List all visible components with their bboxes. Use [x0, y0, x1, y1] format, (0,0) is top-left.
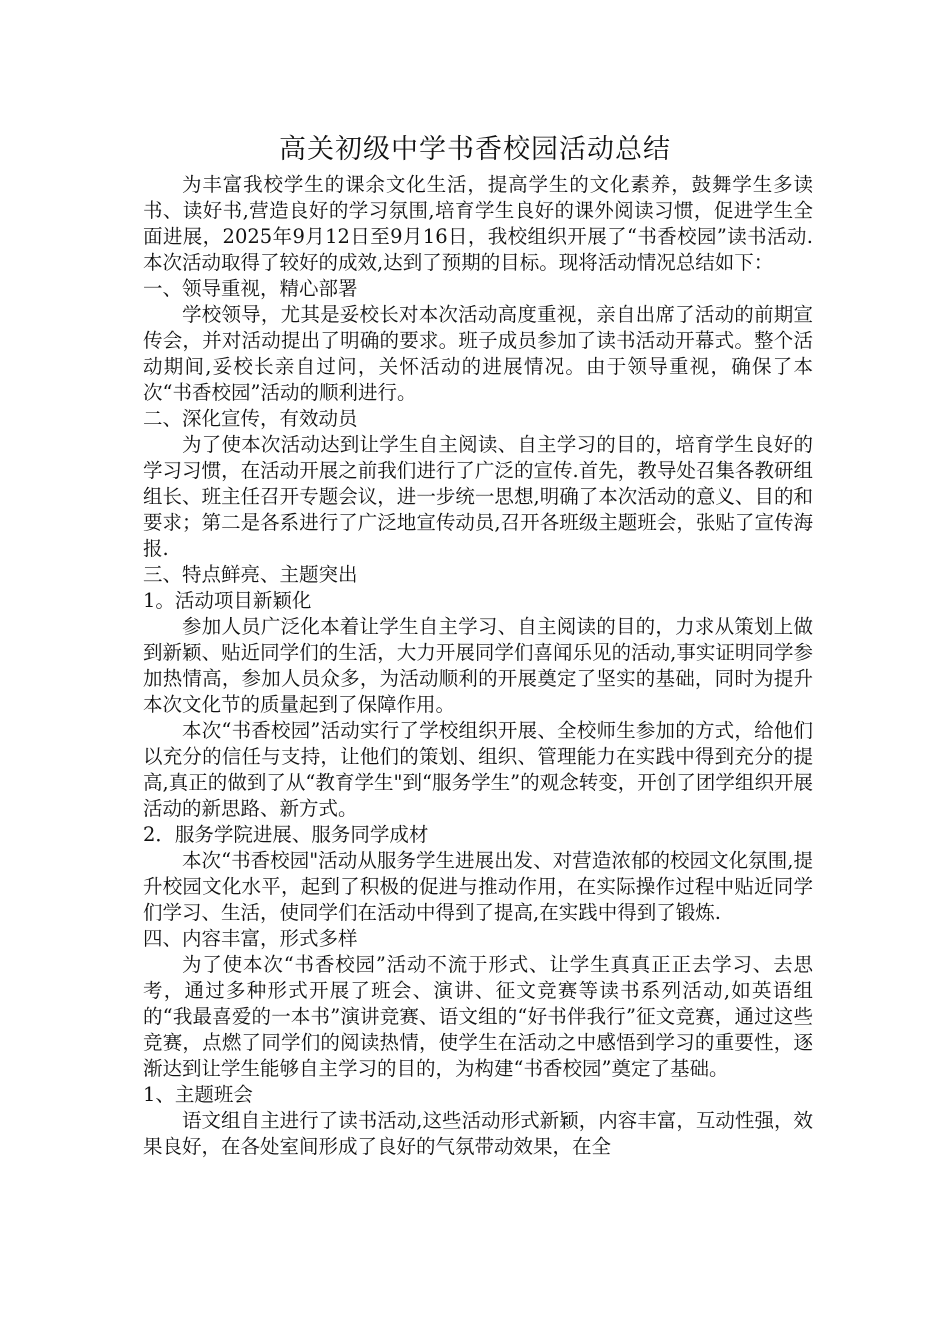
paragraph-publicity: 为了使本次活动达到让学生自主阅读、自主学习的目的，培育学生良好的学习习惯，在活动开展之前我们进行了广泛的宣传.首先，教导处召集各教研组组长、班主任召开专题会议，进一步统一思想,明确了本次活动的意义、目的和要求；第二是各系进行了广泛地宣传动员,召开各班级主题班会，张贴了宣传海报.: [143, 433, 813, 560]
document-body: [143, 172, 813, 1160]
subsection-heading-3-2: 2．服务学院进展、服务同学成材: [143, 823, 429, 846]
section-heading-1: 一、领导重视，精心部署: [143, 277, 358, 300]
paragraph-intro: 为丰富我校学生的课余文化生活，提高学生的文化素养，鼓舞学生多读书、读好书,营造良好的学习氛围,培育学生良好的课外阅读习惯，促进学生全面进展，2025年9月12日至9月16日，我校组织开展了“书香校园”读书活动.本次活动取得了较好的成效,达到了预期的目标。现将活动情况总结如下：: [143, 173, 813, 274]
subsection-heading-3-1: 1。活动项目新颖化: [143, 589, 312, 612]
paragraph-participation: 参加人员广泛化本着让学生自主学习、自主阅读的目的，力求从策划上做到新颖、贴近同学们的生活，大力开展同学们喜闻乐见的活动,事实证明同学参加热情高，参加人员众多，为活动顺利的开展奠定了坚实的基础，同时为提升本次文化节的质量起到了保障作用。: [143, 615, 813, 716]
document-title: 高关初级中学书香校园活动总结: [279, 134, 671, 165]
paragraph-service: 本次“书香校园"活动从服务学生进展出发、对营造浓郁的校园文化氛围,提升校园文化水平，起到了积极的促进与推动作用，在实际操作过程中贴近同学们学习、生活，使同学们在活动中得到了提高,在实践中得到了锻炼.: [143, 849, 813, 924]
section-heading-4: 四、内容丰富，形式多样: [143, 927, 358, 950]
paragraph-class-meeting: 语文组自主进行了读书活动,这些活动形式新颖，内容丰富，互动性强，效果良好，在各处室间形成了良好的气氛带动效果，在全: [143, 1109, 813, 1158]
paragraph-organization: 本次“书香校园”活动实行了学校组织开展、全校师生参加的方式，给他们以充分的信任与支持，让他们的策划、组织、管理能力在实践中得到充分的提高,真正的做到了从“教育学生"到“服务学生”的观念转变，开创了团学组织开展活动的新思路、新方式。: [143, 719, 813, 820]
paragraph-leadership: 学校领导，尤其是妥校长对本次活动高度重视，亲自出席了活动的前期宣传会，并对活动提出了明确的要求。班子成员参加了读书活动开幕式。整个活动期间,妥校长亲自过问，关怀活动的进展情况。由于领导重视，确保了本次“书香校园”活动的顺利进行。: [143, 303, 813, 404]
section-heading-2: 二、深化宣传，有效动员: [143, 407, 358, 430]
subsection-heading-4-1: 1、主题班会: [143, 1083, 253, 1106]
section-heading-3: 三、特点鲜亮、主题突出: [143, 563, 358, 586]
paragraph-activities: 为了使本次“书香校园”活动不流于形式、让学生真真正正去学习、去思考，通过多种形式开展了班会、演讲、征文竞赛等读书系列活动,如英语组的“我最喜爱的一本书”演讲竞赛、语文组的“好书伴我行”征文竞赛，通过这些竞赛，点燃了同学们的阅读热情，使学生在活动之中感悟到学习的重要性，逐渐达到让学生能够自主学习的目的，为构建“书香校园”奠定了基础。: [143, 953, 813, 1080]
